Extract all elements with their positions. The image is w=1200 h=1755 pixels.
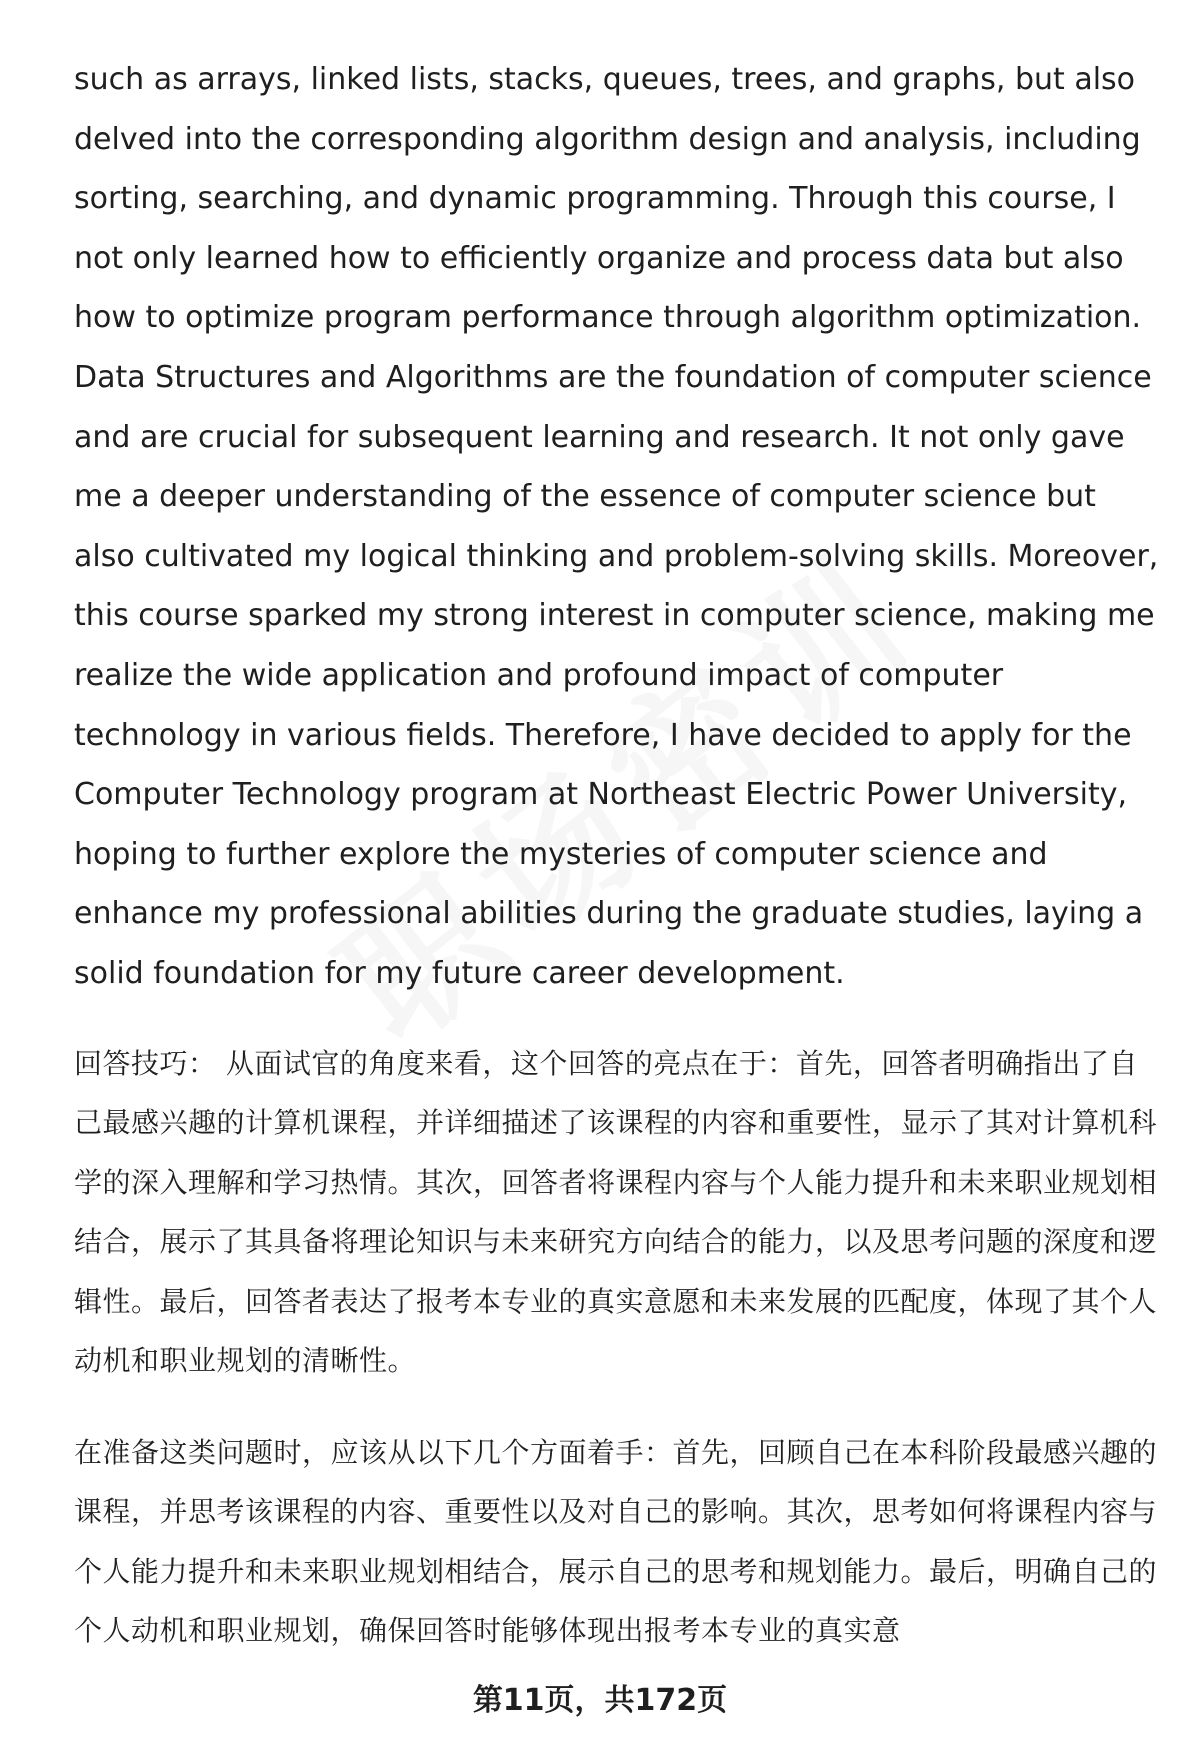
paragraph-spacer [74,1004,1164,1034]
paragraph-answer-tips: 回答技巧： 从面试官的角度来看，这个回答的亮点在于：首先，回答者明确指出了自己最感兴趣的计算机课程，并详细描述了该课程的内容和重要性，显示了其对计算机科学的深入理解和学习热情。其次，回答者将课程内容与个人能力提升和未来职业规划相结合，展示了其具备将理论知识与未来研究方向结合的能力，以及思考问题的深度和逻辑性。最后，回答者表达了报考本专业的真实意愿和未来发展的匹配度，体现了其个人动机和职业规划的清晰性。 [74,1046,1158,1377]
paragraph-answer-en: such as arrays, linked lists, stacks, queues, trees, and graphs, but also delved into the corresponding algorithm design and analysis, including sorting, searching, and dynamic programming. Through this course, I not only learned how to efficiently organize and process data but also how to optimize program performance through algorithm optimization. Data Structures and Algorithms are the foundation of computer science and are crucial for subsequent learning and research. It not only gave me a deeper understanding of the essence of computer science but also cultivated my logical thinking and problem-solving skills. Moreover, this course sparked my strong interest in computer science, making me realize the wide application and profound impact of computer technology in various fields. Therefore, I have decided to apply for the Computer Technology program at Northeast Electric Power University, hoping to further explore the mysteries of computer science and enhance my professional abilities during the graduate studies, laying a solid foundation for my future career development. [74,62,1159,991]
paragraph-spacer [74,1391,1164,1423]
document-body [74,50,1164,1661]
page-number: 第11页，共172页 [472,1683,728,1718]
paragraph-preparation: 在准备这类问题时，应该从以下几个方面着手：首先，回顾自己在本科阶段最感兴趣的课程，并思考该课程的内容、重要性以及对自己的影响。其次，思考如何将课程内容与个人能力提升和未来职业规划相结合，展示自己的思考和规划能力。最后，明确自己的个人动机和职业规划，确保回答时能够体现出报考本专业的真实意 [74,1435,1158,1647]
